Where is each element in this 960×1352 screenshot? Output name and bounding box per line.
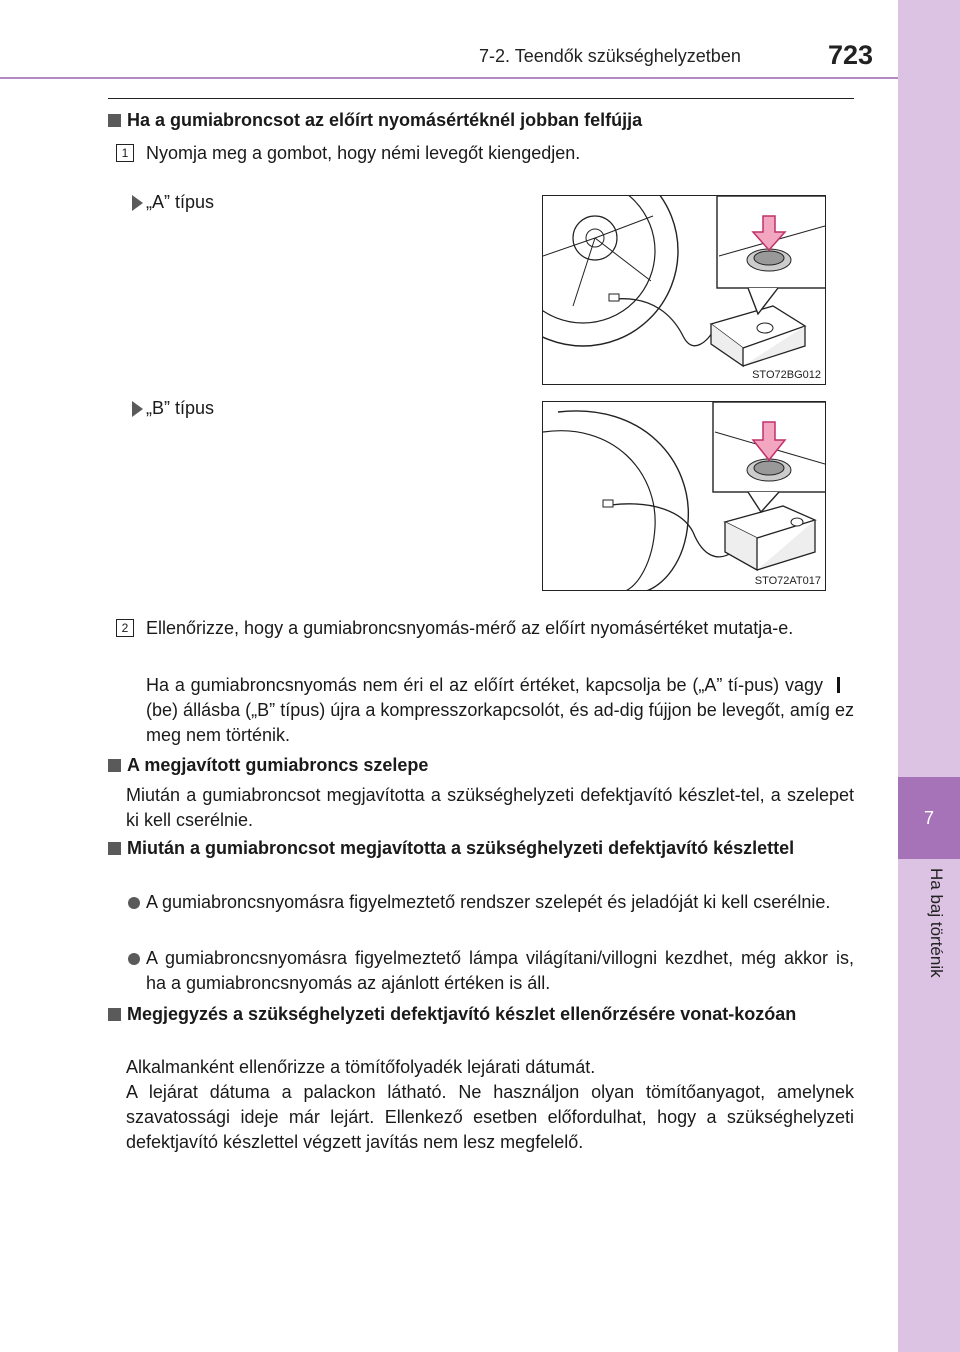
chapter-number-tab: 7 [898,777,960,859]
step2-note [146,673,854,748]
header-section-title: 7-2. Teendők szükséghelyzetben [479,46,741,66]
heading-square-icon [108,842,121,855]
heading-square-icon [108,114,121,127]
step2-note-part2: (be) állásba („B” típus) újra a kompresszorkapcsolót, és ad-dig fújjon be levegőt, amíg ez meg nem történik. [146,700,854,745]
section2-heading [108,753,428,778]
section3-heading-text: Miután a gumiabroncsot megjavította a szükséghelyzeti defektjavító készlettel [127,838,795,858]
bullet-dot-icon [128,897,140,909]
section3-bullet2: A gumiabroncsnyomásra figyelmeztető lámpa világítani/villogni kezdhet, még akkor is, ha a gumiabroncsnyomás az ajánlott értéken is áll. [146,948,854,993]
figure-type-a [542,195,826,385]
switch-on-symbol-icon [837,677,840,693]
heading-square-icon [108,759,121,772]
figure-a-code: STO72BG012 [752,369,821,381]
header-divider [0,77,898,79]
section4-line1: Alkalmanként ellenőrizze a tömítőfolyadék lejárati dátumát. [126,1057,596,1077]
chapter-sidebar [898,0,960,1352]
section2-text: Miután a gumiabroncsot megjavította a szükséghelyzeti defektjavító készlet-tel, a szelepet ki kell cserélnie. [126,785,854,830]
section4-heading-text: Megjegyzés a szükséghelyzeti defektjavító készlet ellenőrzésére vonat-kozóan [127,1004,797,1024]
section3-heading [108,836,854,861]
step1-number-box: 1 [116,144,134,162]
type-b-label: „B” típus [146,398,215,418]
type-b-arrow-icon [132,401,143,417]
heading-square-icon [108,1008,121,1021]
section4-heading [108,1002,854,1027]
page-number: 723 [828,40,874,70]
section2-heading-text: A megjavított gumiabroncs szelepe [127,755,429,775]
step2-note-part1: Ha a gumiabroncsnyomás nem éri el az előírt értéket, kapcsolja be („A” tí-pus) vagy [146,675,823,695]
step2-number-box: 2 [116,619,134,637]
compressor-a-illustration [543,196,826,385]
type-a-arrow-icon [132,195,143,211]
compressor-b-illustration [543,402,826,591]
bullet-dot-icon [128,953,140,965]
step2-text: Ellenőrizze, hogy a gumiabroncsnyomás-mérő az előírt nyomásértéket mutatja-e. [146,618,794,638]
section3-bullet1: A gumiabroncsnyomásra figyelmeztető rendszer szelepét és jeladóját ki kell cserélnie. [146,892,831,912]
section1-heading [108,108,642,133]
section1-heading-text: Ha a gumiabroncsot az előírt nyomásértéknél jobban felfújja [127,110,643,130]
type-a-label: „A” típus [146,192,215,212]
section4-line2: A lejárat dátuma a palackon látható. Ne használjon olyan tömítőanyagot, amelynek szavatossági ideje már lejárt. Ellenkező esetben előfordulhat, hogy a szükséghelyzeti defektjavító készlettel végzett javítás nem lesz megfelelő. [126,1082,854,1152]
section-rule [108,98,854,99]
figure-b-code: STO72AT017 [754,575,821,587]
step1-text: Nyomja meg a gombot, hogy némi levegőt kiengedjen. [146,143,581,163]
chapter-title-vertical: Ha baj történik [927,868,946,978]
figure-type-b [542,401,826,591]
